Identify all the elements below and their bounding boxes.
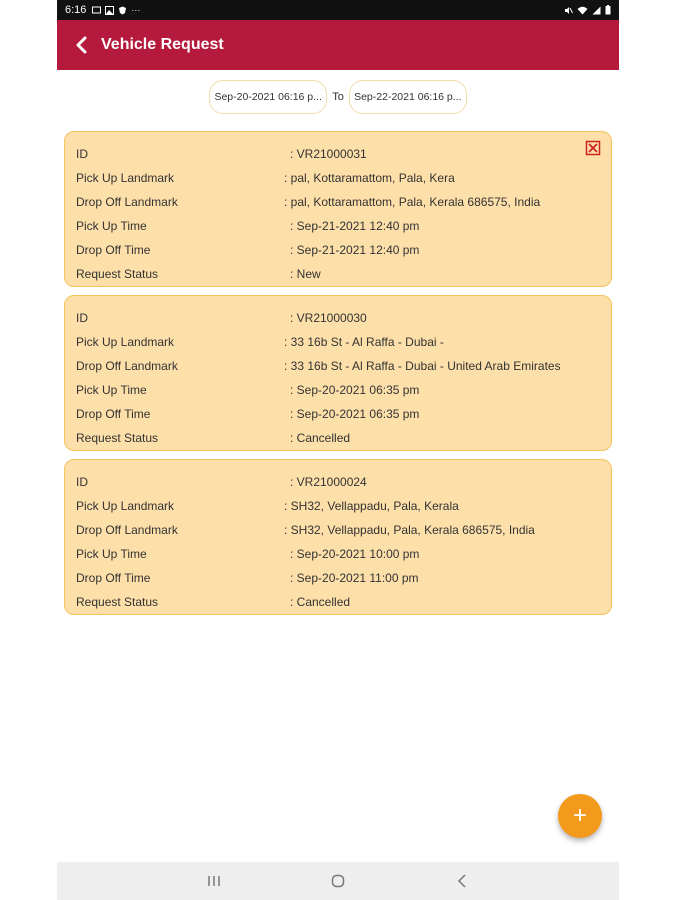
row-label: ID <box>76 311 88 325</box>
status-time: 6:16 <box>65 4 87 16</box>
to-date-field[interactable]: Sep-22-2021 06:16 p... <box>349 80 467 114</box>
row-value: : VR21000030 <box>290 311 367 325</box>
row-label: Drop Off Time <box>76 407 151 421</box>
system-nav-bar <box>57 862 619 900</box>
image-icon <box>105 6 114 15</box>
row-label: Request Status <box>76 595 159 609</box>
close-icon[interactable] <box>585 140 601 156</box>
row-label: Drop Off Landmark <box>76 195 178 209</box>
from-date-field[interactable]: Sep-20-2021 06:16 p... <box>209 80 327 114</box>
request-card[interactable] <box>64 459 612 615</box>
row-value: : Cancelled <box>290 595 351 609</box>
add-request-button[interactable] <box>558 794 602 838</box>
row-label: Pick Up Landmark <box>76 335 175 349</box>
request-status-row <box>76 265 321 283</box>
row-label: Pick Up Time <box>76 383 147 397</box>
row-label: Drop Off Landmark <box>76 359 178 373</box>
row-value: : Sep-21-2021 12:40 pm <box>290 243 420 257</box>
chevron-left-icon <box>457 874 467 888</box>
row-value: : pal, Kottaramattom, Pala, Kerala 686575, India <box>284 195 541 209</box>
pickup-landmark-row <box>76 497 459 515</box>
row-value: : Sep-21-2021 12:40 pm <box>290 219 420 233</box>
recent-apps-icon <box>207 875 221 887</box>
request-card[interactable] <box>64 295 612 451</box>
dropoff-landmark-row <box>76 193 541 211</box>
row-label: Pick Up Time <box>76 219 147 233</box>
row-value: : Sep-20-2021 10:00 pm <box>290 547 420 561</box>
request-id-row <box>76 309 367 327</box>
recent-apps-button[interactable] <box>202 869 226 893</box>
row-value: : Cancelled <box>290 431 351 445</box>
row-label: Pick Up Time <box>76 547 147 561</box>
dropoff-time-row <box>76 405 420 423</box>
dropoff-landmark-row <box>76 521 535 539</box>
row-label: ID <box>76 147 88 161</box>
row-value: : Sep-20-2021 06:35 pm <box>290 407 420 421</box>
to-label: To <box>332 91 344 103</box>
date-range-filter <box>57 80 619 114</box>
pickup-landmark-row <box>76 333 444 351</box>
row-value: : SH32, Vellappadu, Pala, Kerala 686575, India <box>284 523 535 537</box>
row-label: Request Status <box>76 431 159 445</box>
plus-icon: + <box>572 802 587 829</box>
dropoff-time-row <box>76 241 420 259</box>
request-status-row <box>76 429 351 447</box>
row-value: : New <box>290 267 321 281</box>
row-label: Drop Off Landmark <box>76 523 178 537</box>
shield-icon <box>118 6 127 15</box>
row-value: : pal, Kottaramattom, Pala, Kera <box>284 171 455 185</box>
request-id-row <box>76 145 367 163</box>
back-button[interactable] <box>71 35 91 55</box>
system-icons <box>564 5 611 15</box>
row-label: Pick Up Landmark <box>76 499 175 513</box>
pickup-time-row <box>76 381 420 399</box>
row-value: : Sep-20-2021 11:00 pm <box>290 571 419 585</box>
row-value: : SH32, Vellappadu, Pala, Kerala <box>284 499 459 513</box>
request-id-row <box>76 473 367 491</box>
app-bar <box>57 20 619 70</box>
mute-icon <box>564 6 573 15</box>
row-label: ID <box>76 475 88 489</box>
more-notifications-icon: ··· <box>131 5 141 15</box>
dropoff-landmark-row <box>76 357 561 375</box>
request-status-row <box>76 593 351 611</box>
row-label: Request Status <box>76 267 159 281</box>
battery-icon <box>605 5 611 15</box>
pickup-time-row <box>76 217 420 235</box>
page-title: Vehicle Request <box>101 36 224 53</box>
pickup-landmark-row <box>76 169 455 187</box>
row-label: Drop Off Time <box>76 243 151 257</box>
row-value: : 33 16b St - Al Raffa - Dubai - <box>284 335 444 349</box>
signal-icon <box>592 6 601 15</box>
row-value: : Sep-20-2021 06:35 pm <box>290 383 420 397</box>
status-bar <box>57 0 619 20</box>
home-icon <box>331 874 345 888</box>
row-value: : 33 16b St - Al Raffa - Dubai - United Arab Emirates <box>284 359 561 373</box>
back-arrow-icon <box>75 36 87 54</box>
row-value: : VR21000031 <box>290 147 367 161</box>
home-button[interactable] <box>326 869 350 893</box>
row-label: Pick Up Landmark <box>76 171 175 185</box>
device-screen <box>57 0 619 900</box>
row-value: : VR21000024 <box>290 475 367 489</box>
notification-icons <box>92 5 140 15</box>
pickup-time-row <box>76 545 420 563</box>
dropoff-time-row <box>76 569 419 587</box>
system-back-button[interactable] <box>450 869 474 893</box>
row-label: Drop Off Time <box>76 571 151 585</box>
request-card[interactable] <box>64 131 612 287</box>
wifi-icon <box>577 6 588 15</box>
message-icon <box>92 6 101 15</box>
